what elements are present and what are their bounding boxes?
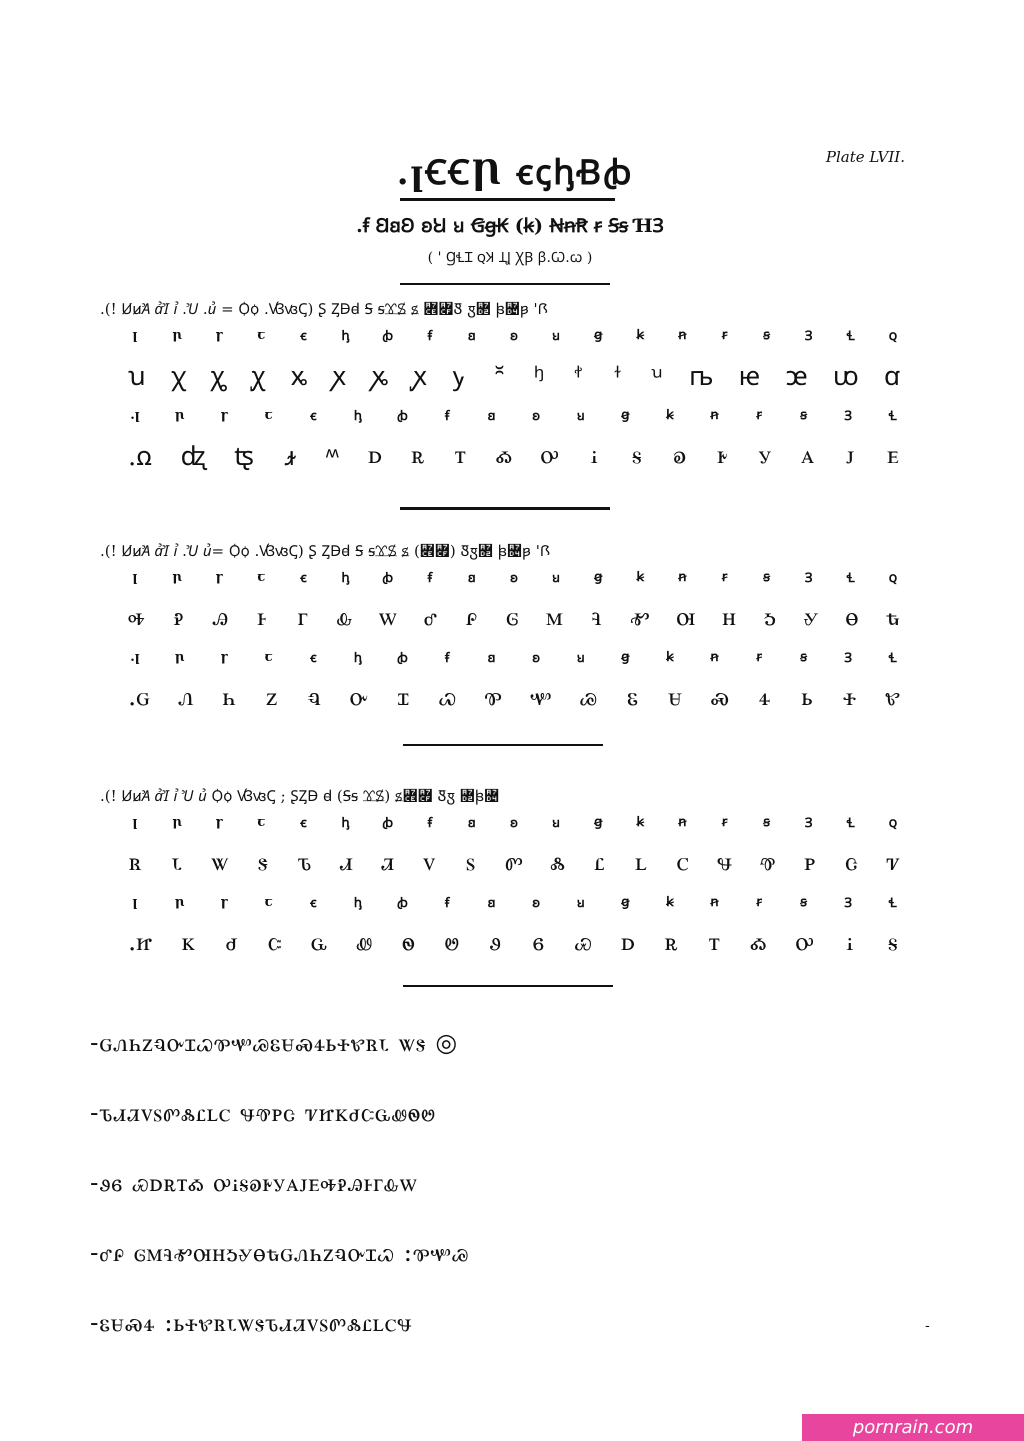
glyph-char: ꭤ [883,362,900,392]
glyph-char: ꮑ [178,681,194,712]
glyph-char: ꮘ [484,681,502,712]
transliteration-char: ꞙ [427,816,432,831]
transliteration-char: ꞓ [310,896,317,911]
transliteration-char: ꞗ [382,816,394,831]
glyph-char: ꭲ [708,926,720,957]
transliteration-char: ꞝ [532,651,541,666]
glyph-char: ꮚ [579,681,597,712]
glyph-char: ꮗ [438,681,456,712]
transliteration-char: ꞥ [678,569,687,585]
transliteration-char: ꞕ [353,409,362,424]
glyph-char: ꭝ [574,362,582,392]
transliteration-char: ꞝ [532,896,541,911]
glyph-char: ꮓ [266,681,277,712]
glyph-char: ꭠ [689,362,714,392]
glyph-char: ꮈ [591,601,602,632]
transliteration-char: ꞡ [621,407,630,423]
section-caption: .(! ꞸꞹꞺ ꞻꞼ ꞽ .Ꞿ ꞿ= Ꟁꟁ .ꟂꟃꟄ) Ʂ ꟆꟇꟈ Ꟊ ꟊꟋꟌ ꟍ (꟎꟏) Ꟑꟑ꟒ ꟓ꟔ꟕ 'Ꟗ [100,542,551,560]
glyph-char: ꮃ [378,601,397,632]
transliteration-char: Ɬ [846,571,855,586]
glyph-row [100,917,920,967]
glyph-char: ꮎ [845,601,859,632]
transliteration-row [100,562,920,592]
title-rule [400,198,615,201]
page-title: .ꞁꞒꞒꞂ ꞓꞔꞕꞖꞗ [396,153,634,193]
transliteration-char: ꞇ [257,569,266,585]
transliteration-char: .ꞁ [130,407,140,423]
glyph-char: ꭨ [284,442,296,472]
transliteration-char: ꞃ [172,327,182,343]
transliteration-char: ꞅ [220,649,228,665]
glyph-char: ꮮ [635,846,647,877]
transliteration-char: ꞟ [576,409,585,424]
transliteration-char: ꞡ [594,569,603,585]
transliteration-char: ꞣ [636,569,645,585]
glyph-char: ꭛ [491,362,507,392]
transliteration-char: ꞧ [756,894,762,910]
transliteration-char: Ɬ [846,816,855,831]
transliteration-char: ꞗ [397,651,408,666]
glyph-row [100,350,920,400]
glyph-char: ꭣ [832,362,859,392]
transliteration-char: ꞓ [310,409,317,424]
transliteration-char: ꞟ [576,651,585,666]
transliteration-char: ꞙ [427,571,432,586]
glyph-char: ꮫ [505,846,523,877]
glyph-char: ꮟ [801,681,813,712]
glyph-char: ꮪ [466,846,476,877]
transliteration-char: ꞣ [666,894,674,910]
glyph-char: ꭔ [210,362,226,392]
glyph-char: ꮴ [886,846,900,877]
glyph-char: ꮼ [444,926,459,957]
page-subtitle: .ꞙ ꞚꞛꞜ ꞝꞞ ꞟ ꞠꞡꞢ (ꞣ) ꞤꞥꞦ ꞧ Ꞩꞩ ꞪꞫ [356,215,664,237]
transliteration-char: ꞧ [721,327,728,343]
transliteration-char: ꞡ [621,894,630,910]
transliteration-char: ꞅ [215,569,223,585]
glyph-char: ꭞ [614,362,621,392]
text-line: -ꮽꮾ ꮿꭰꭱꭲꭳ ꭴꭵꭶꭷꭸꭹꭺꭻꭼꭽꭾꭿꮀꮁꮂꮃ [90,1168,418,1197]
glyph-char: ꮭ [594,846,605,877]
transliteration-char: ꞟ [576,896,585,911]
text-line: -ꮐꮑꮒꮓꮔꮕꮖꮗꮘꮙꮚꮛꮜꮝꮞꮟꮠꮡꮢꮣ ꮤꮥ ◎ [90,1028,459,1057]
glyph-char: ꮥ [257,846,268,877]
glyph-char: ꮩ [422,846,436,877]
transliteration-char: ꞝ [532,409,541,424]
transliteration-char: ꞯ [888,329,898,344]
transliteration-char: ꞝ [510,816,518,831]
transliteration-char: ꞙ [427,329,432,344]
transliteration-char: ꞅ [215,327,223,343]
transliteration-char: ꞣ [666,407,674,423]
transliteration-row [100,887,920,917]
glyph-char: ꭶ [632,439,642,470]
glyph-char: ꭻ [846,439,855,470]
glyph-char: ꮖ [397,681,409,712]
transliteration-char: ꞁ [132,327,138,343]
glyph-char: ꭽ [128,601,145,632]
transliteration-char: ꞯ [888,571,898,586]
glyph-char: ꮤ [211,846,229,877]
alphabet-section-2 [100,540,920,722]
glyph-char: ꮸ [267,926,282,957]
page-subnote: ( ' ꞬꞭꞮ ꞯꞰ ꞱꞲ ꞳꞴ ꞵ.Ꞷ.ꞷ ) [427,250,593,266]
glyph-char: ꭹ [758,439,772,470]
transliteration-char: ꞕ [353,651,362,666]
glyph-char: ꭶ [888,926,898,957]
glyph-char: ꮒ [222,681,236,712]
transliteration-char: ꞡ [594,814,603,830]
transliteration-char: ꞝ [510,571,518,586]
glyph-char: ꮅ [465,601,477,632]
transliteration-row [100,642,920,672]
transliteration-char: ꞥ [678,814,687,830]
transliteration-char: ꞕ [341,816,350,831]
transliteration-char: ꞓ [300,329,307,344]
transliteration-char: ꞣ [636,814,645,830]
glyph-row [100,592,920,642]
transliteration-char: ꞛ [468,816,476,831]
glyph-char: ꮯ [676,846,689,877]
transliteration-char: ꞁ [132,569,138,585]
glyph-char: ꮰ [717,846,733,877]
transliteration-char: ꞃ [172,569,182,585]
text-line: -ꮦꮧꮨꮩꮪꮫꮬꮭꮮꮯ ꮰꮱꮲꮳ ꮴꮵꮶꮷꮸꮹꮺꮻꮼ [90,1098,436,1127]
glyph-char: ꮄ [423,601,437,632]
glyph-char: .ꮵ [128,926,153,957]
transliteration-char: ꞃ [174,894,185,910]
glyph-char: ꮋ [722,601,736,632]
glyph-char: ꮷ [225,926,238,957]
glyph-char: ꮆ [506,601,519,632]
glyph-char: .ꮐ [128,681,150,712]
glyph-char: ꭺ [800,439,815,470]
glyph-char: ꮜ [668,681,682,712]
transliteration-char: ꞅ [220,407,228,423]
transliteration-char: ꞓ [300,571,307,586]
glyph-char: ꮽ [489,926,501,957]
glyph-char: ꮇ [545,601,563,632]
glyph-char: ꮶ [181,926,196,957]
glyph-char: ꮂ [336,601,352,632]
glyph-char: ꮻ [401,926,415,957]
transliteration-char: ꞛ [468,329,476,344]
transliteration-char: ꞧ [756,407,762,423]
glyph-char: ꮍ [803,601,819,632]
transliteration-char: ꞩ [800,649,808,665]
text-line: -ꮛꮜꮝꮞ :ꮟꮠꮡꮢꮣꮤꮥꮦꮧꮨꮩꮪꮫꮬꮭꮮꮯꮰ [90,1308,413,1337]
transliteration-char: ꞅ [215,814,223,830]
glyph-char: ꮢ [128,846,142,877]
glyph-char: ꭜ [533,362,545,392]
alphabet-section-1 [100,298,920,480]
transliteration-char: Ɜ [844,896,853,911]
transliteration-char: ꞧ [721,569,728,585]
transliteration-char: ꞗ [382,571,394,586]
section-caption: .(! ꞸꞹꞺ ꞻꞼ ꞽ Ꞿ ꞿ Ꟁꟁ ꟂꟃꟄ ; ꟅꟆꟇ ꟈ (Ꟊꟊ ꟋꟌ) ꟍ꟎꟏ Ꟑꟑ ꟒ꟓ꟔ [100,787,500,805]
transliteration-char: ꞓ [300,816,307,831]
transliteration-char: ꞇ [264,649,273,665]
transliteration-char: ꞛ [487,651,496,666]
glyph-char: ꭴ [795,926,814,957]
glyph-char: ꭳ [750,926,767,957]
transliteration-char: ꞅ [220,894,228,910]
transliteration-char: ꞡ [621,649,630,665]
transliteration-char: ꞇ [264,407,273,423]
alphabet-section-3 [100,785,920,967]
glyph-char: ꮊ [676,601,696,632]
glyph-char: ꮱ [759,846,776,877]
section-rule-1 [400,507,610,510]
glyph-char: ꮿ [574,926,592,957]
glyph-char: ꮏ [886,601,900,632]
glyph-char: ꮁ [297,601,308,632]
margin-mark: - [925,1318,930,1334]
transliteration-char: ꞝ [510,329,518,344]
glyph-char: ꭰ [368,439,382,470]
glyph-char: ꭰ [620,926,635,957]
glyph-char: ꭕ [250,362,266,392]
glyph-row [100,430,920,480]
glyph-char: ꭧ [234,442,255,472]
glyph-char: ꮹ [310,926,327,957]
transliteration-char: ꞧ [756,649,762,665]
glyph-char: ꭩ [325,442,339,472]
subtitle-rule [400,283,610,285]
glyph-char: ꭷ [673,439,686,470]
glyph-char: ꭓ [170,362,186,392]
glyph-row [100,837,920,887]
glyph-char: ꮦ [297,846,311,877]
transliteration-char: ꞩ [800,407,808,423]
glyph-char: ꮺ [356,926,373,957]
glyph-char: ꮌ [764,601,776,632]
glyph-char: ꭾ [173,601,184,632]
glyph-char: ꭿ [212,601,228,632]
sample-text-block [90,1008,920,1358]
transliteration-char: ꞟ [552,816,560,831]
transliteration-char: ꞛ [468,571,476,586]
transliteration-char: ꞯ [888,816,898,831]
glyph-char: ꭸ [717,439,728,470]
glyph-char: ꮔ [307,681,321,712]
transliteration-char: ꞕ [353,896,362,911]
glyph-char: ꭴ [540,439,559,470]
glyph-char: ꮡ [885,681,900,712]
transliteration-row [100,320,920,350]
glyph-char: ꭱ [664,926,678,957]
transliteration-char: Ɜ [844,409,853,424]
transliteration-char: ꞕ [341,329,350,344]
transliteration-row [100,807,920,837]
transliteration-char: ꞃ [172,814,182,830]
glyph-char: ꮛ [627,681,638,712]
transliteration-char: ꞥ [678,327,687,343]
text-line: -ꮄꮅ ꮆꮇꮈꮉꮊꮋꮌꮍꮎꮏꮐꮑꮒꮓꮔꮕꮖꮗ :ꮘꮙꮚ [90,1238,470,1267]
transliteration-char: ꞙ [444,409,450,424]
glyph-char: ꮝ [710,681,729,712]
transliteration-char: ꞃ [174,649,185,665]
transliteration-char: ꞣ [666,649,674,665]
glyph-char: ꭢ [785,362,808,392]
glyph-char: ꮨ [380,846,395,877]
transliteration-char: ꞗ [397,409,408,424]
transliteration-char: ꞟ [552,329,560,344]
glyph-char: ꮠ [843,681,856,712]
transliteration-char: ꞇ [257,327,266,343]
transliteration-char: ꞩ [763,569,771,585]
glyph-char: ꭘ [371,362,388,392]
transliteration-char: ꞓ [310,651,317,666]
transliteration-char: Ɜ [804,329,813,344]
glyph-char: ꭚ [452,362,466,392]
transliteration-char: Ɬ [846,329,855,344]
transliteration-char: ꞙ [444,651,450,666]
glyph-char: ꭡ [738,362,761,392]
glyph-char: ꭟ [651,362,663,392]
glyph-char: ꮧ [339,846,353,877]
transliteration-char: ꞁ [132,894,138,910]
glyph-char: ꮉ [630,601,650,632]
transliteration-char: ꞥ [710,649,719,665]
glyph-char: ꭼ [887,439,899,470]
transliteration-char: .ꞁ [130,649,140,665]
transliteration-char: ꞩ [763,814,771,830]
glyph-char: ꭒ [128,362,146,392]
transliteration-char: ꞙ [444,896,450,911]
transliteration-char: ꞃ [174,407,185,423]
transliteration-row [100,400,920,430]
glyph-char: ꭗ [332,362,347,392]
glyph-char: ꮾ [532,926,544,957]
glyph-char: ꭱ [411,439,425,470]
glyph-char: ꮳ [845,846,858,877]
transliteration-char: ꞇ [257,814,266,830]
transliteration-char: ꞥ [710,894,719,910]
plate-number: Plate LVII. [825,148,905,166]
transliteration-char: ꞩ [800,894,808,910]
transliteration-char: Ɜ [844,651,853,666]
transliteration-char: ꞡ [594,327,603,343]
section-rule-2 [403,744,603,746]
glyph-char: ꮣ [171,846,182,877]
glyph-char: ꭙ [413,362,427,392]
watermark: pornrain.com [802,1414,1024,1441]
transliteration-char: ꞥ [710,407,719,423]
glyph-char: ꮙ [530,681,552,712]
glyph-char: ꭲ [454,439,466,470]
glyph-char: ꮕ [349,681,368,712]
glyph-char: ꮀ [257,601,267,632]
transliteration-char: ꞁ [132,814,138,830]
transliteration-char: ꞧ [721,814,728,830]
transliteration-char: Ɜ [804,571,813,586]
glyph-char: ꭳ [495,439,512,470]
transliteration-char: ꞕ [341,571,350,586]
glyph-char: ꭵ [846,926,854,957]
glyph-char: ꭵ [590,439,598,470]
transliteration-char: ꞣ [636,327,645,343]
glyph-char: ꭦ [180,442,206,472]
glyph-char: ꭖ [290,362,308,392]
section-caption: .(! ꞸꞹꞺ ꞻꞼ ꞽ .Ꞿ .ꞿ = Ꟁꟁ .ꟂꟃꟄ) Ʂ ꟆꟇꟈ Ꟊ ꟊꟋꟌ ꟍ ꟎꟏Ꟑ ꟑ꟒ ꟓ꟔ꟕ 'Ꟗ [100,300,548,318]
glyph-char: .ꭥ [128,442,152,472]
glyph-row [100,672,920,722]
transliteration-char: ꞗ [382,329,394,344]
glyph-char: ꮲ [804,846,816,877]
transliteration-char: Ɬ [888,896,897,911]
transliteration-char: Ɬ [888,651,897,666]
transliteration-char: ꞇ [264,894,273,910]
transliteration-char: ꞛ [487,896,496,911]
section-rule-3 [403,985,613,987]
glyph-char: ꮞ [758,681,771,712]
transliteration-char: ꞟ [552,571,560,586]
transliteration-char: Ɬ [888,409,897,424]
transliteration-char: ꞗ [397,896,408,911]
transliteration-char: ꞩ [763,327,771,343]
transliteration-char: ꞛ [487,409,496,424]
glyph-char: ꮬ [550,846,565,877]
transliteration-char: Ɜ [804,816,813,831]
